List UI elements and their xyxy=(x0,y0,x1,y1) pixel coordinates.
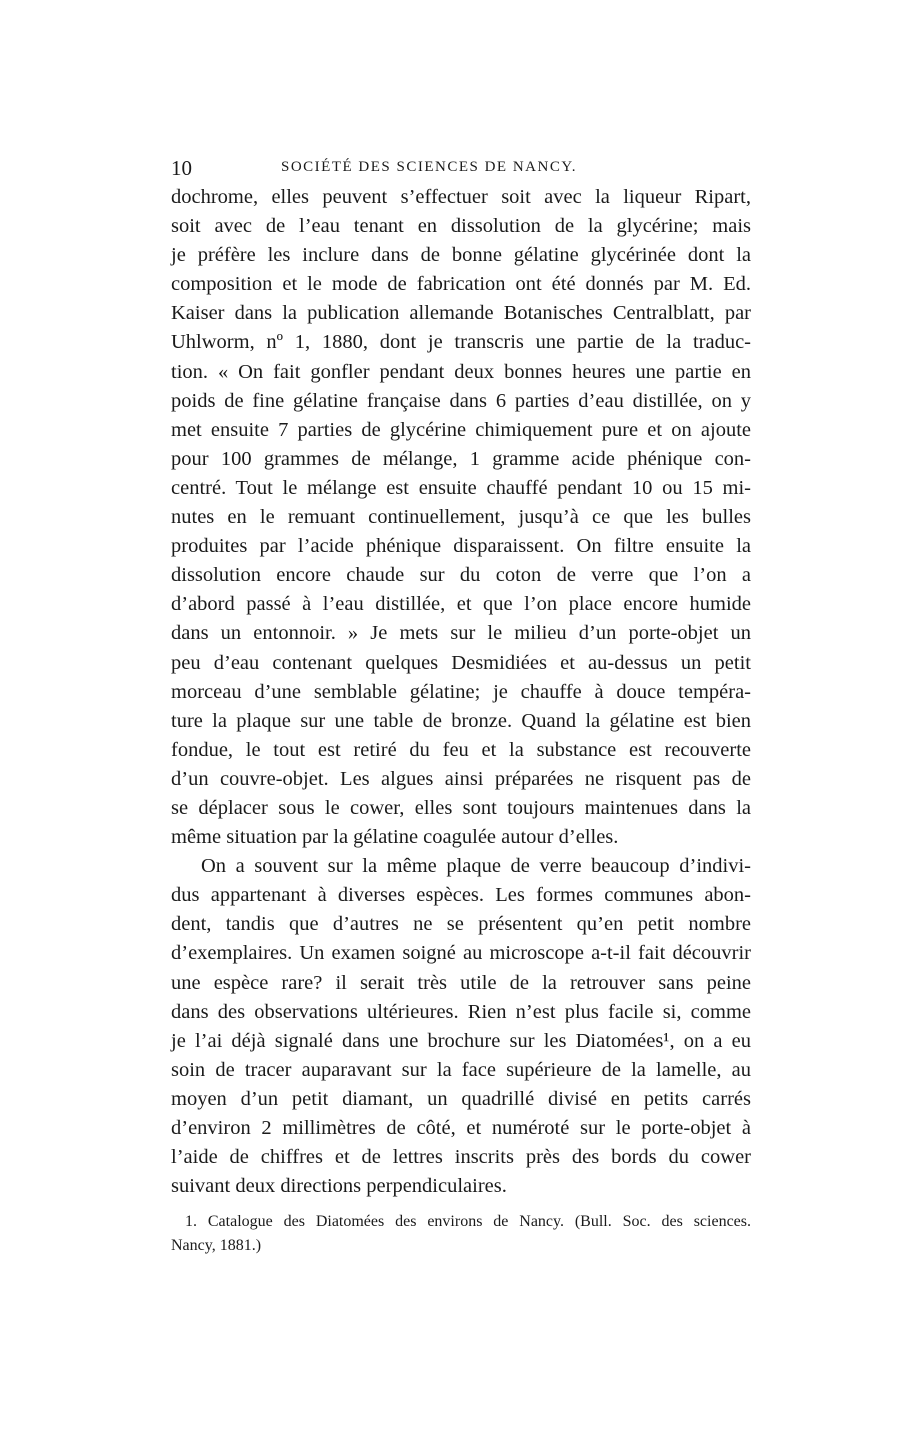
footnote-line: 1. Catalogue des Diatomées des environs de Nancy. (Bull. Soc. des sciences. xyxy=(185,1213,751,1230)
text-line: soit avec de l’eau tenant en dissolution de la glycérine; mais xyxy=(171,215,751,238)
text-line: d’un couvre-objet. Les algues ainsi préparées ne risquent pas de xyxy=(171,767,751,790)
text-line: poids de fine gélatine française dans 6 parties d’eau distillée, on y xyxy=(171,389,751,412)
text-line: produites par l’acide phénique disparaissent. On filtre ensuite la xyxy=(171,535,751,558)
page-header xyxy=(171,156,751,180)
text-line: nutes en le remuant continuellement, jusqu’à ce que les bulles xyxy=(171,506,751,529)
text-line: moyen d’un petit diamant, un quadrillé divisé en petits carrés xyxy=(171,1087,751,1110)
text-line: centré. Tout le mélange est ensuite chauffé pendant 10 ou 15 mi- xyxy=(171,476,751,499)
text-line: je préfère les inclure dans de bonne gélatine glycérinée dont la xyxy=(171,244,751,267)
text-line: se déplacer sous le cower, elles sont toujours maintenues dans la xyxy=(171,796,751,819)
paragraph-end-line: même situation par la gélatine coagulée autour d’elles. xyxy=(171,826,619,849)
paragraph-end-line: suivant deux directions perpendiculaires. xyxy=(171,1175,507,1198)
text-line: dans des observations ultérieures. Rien n’est plus facile si, comme xyxy=(171,1000,751,1023)
text-line: composition et le mode de fabrication ont été donnés par M. Ed. xyxy=(171,273,751,296)
text-line: fondue, le tout est retiré du feu et la substance est recouverte xyxy=(171,738,751,761)
page-number: 10 xyxy=(171,156,192,180)
text-line: l’aide de chiffres et de lettres inscrits près des bords du cower xyxy=(171,1146,751,1169)
text-line: dochrome, elles peuvent s’effectuer soit avec la liqueur Ripart, xyxy=(171,186,751,208)
text-line: met ensuite 7 parties de glycérine chimiquement pure et on ajoute xyxy=(171,418,751,441)
footnote xyxy=(171,1210,751,1258)
text-line: morceau d’une semblable gélatine; je chauffe à douce tempéra- xyxy=(171,680,751,703)
paragraph-start-line: On a souvent sur la même plaque de verre beaucoup d’indivi- xyxy=(201,855,751,878)
text-line: Uhlworm, nº 1, 1880, dont je transcris une partie de la traduc- xyxy=(171,331,751,354)
text-line: pour 100 grammes de mélange, 1 gramme acide phénique con- xyxy=(171,447,751,470)
text-line: peu d’eau contenant quelques Desmidiées et au-dessus un petit xyxy=(171,651,751,674)
text-line: d’environ 2 millimètres de côté, et numéroté sur le porte-objet à xyxy=(171,1117,751,1139)
running-head: SOCIÉTÉ DES SCIENCES DE NANCY. xyxy=(281,159,577,175)
text-line: je l’ai déjà signalé dans une brochure sur les Diatomées¹, on a eu xyxy=(171,1029,751,1052)
text-line: dissolution encore chaude sur du coton de verre que l’on a xyxy=(171,564,751,587)
text-line: dus appartenant à diverses espèces. Les formes communes abon- xyxy=(171,884,751,907)
text-line: d’abord passé à l’eau distillée, et que l’on place encore humide xyxy=(171,593,751,616)
text-line: dent, tandis que d’autres ne se présentent qu’en petit nombre xyxy=(171,913,751,936)
text-line: d’exemplaires. Un examen soigné au microscope a-t-il fait découvrir xyxy=(171,942,751,965)
text-line: ture la plaque sur une table de bronze. Quand la gélatine est bien xyxy=(171,709,751,732)
body-text xyxy=(171,183,751,1201)
text-line: Kaiser dans la publication allemande Botanisches Centralblatt, par xyxy=(171,302,751,325)
text-line: tion. « On fait gonfler pendant deux bonnes heures une partie en xyxy=(171,360,751,383)
text-line: dans un entonnoir. » Je mets sur le milieu d’un porte-objet un xyxy=(171,622,751,645)
text-line: soin de tracer auparavant sur la face supérieure de la lamelle, au xyxy=(171,1058,751,1081)
text-line: une espèce rare? il serait très utile de la retrouver sans peine xyxy=(171,971,751,994)
footnote-line: Nancy, 1881.) xyxy=(171,1237,262,1254)
